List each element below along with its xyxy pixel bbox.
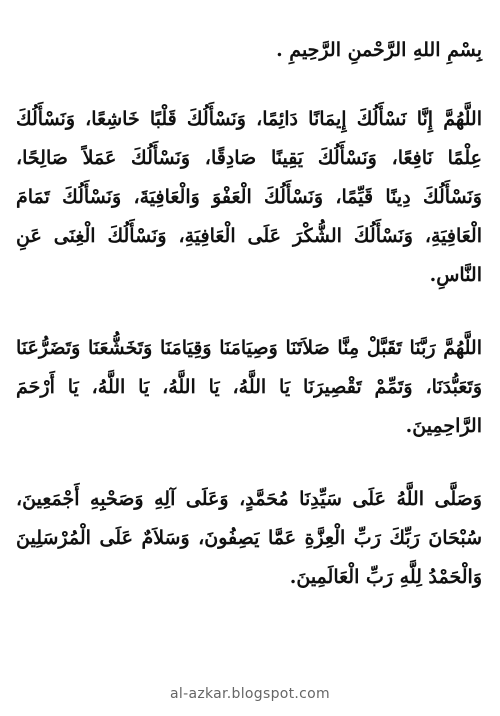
supplication-paragraph-1: اللَّهُمَّ إِنَّا نَسْأَلُكَ إِيمَانًا دَائِمًا، وَنَسْأَلُكَ قَلْبًا خَاشِعًا، وَنَسْأَلُكَ عِلْمًا نَافِعًا، وَنَسْأَلُكَ يَقِينًا صَادِقًا، وَنَسْأَلُكَ عَمَلاً صَالِحًا، وَنَسْأَلُكَ دِينًا قَيِّمًا، وَنَسْأَلُكَ الْعَفْوَ وَالْعَافِيَةَ، وَنَسْأَلُكَ تَمَامَ الْعَافِيَةِ، وَنَسْأَلُكَ الشُّكْرَ عَلَى الْعَافِيَةِ، وَنَسْأَلُكَ الْغِنَى عَنِ النَّاسِ. — [16, 108, 482, 286]
basmala-heading: بِسْمِ اللهِ الرَّحْمنِ الرَّحِيمِ . — [276, 39, 482, 61]
supplication-paragraph-2: اللَّهُمَّ رَبَّنَا تَقَبَّلْ مِنَّا صَلاَتَنَا وَصِيَامَنَا وَقِيَامَنَا وَتَخَشُّعَنَا وَتَضَرُّعَنَا وَتَعَبُّدَنَا، وَتَمِّمْ تَقْصِيرَنَا يَا اللَّهُ، يَا اللَّهُ، يَا اللَّهُ، يَا أَرْحَمَ الرَّاحِمِينَ. — [16, 337, 482, 437]
source-watermark: al-azkar.blogspot.com — [170, 686, 330, 702]
closing-paragraph: وَصَلَّى اللَّهُ عَلَى سَيِّدِنَا مُحَمَّدٍ، وَعَلَى آلِهِ وَصَحْبِهِ أَجْمَعِينَ، سُبْحَانَ رَبِّكَ رَبِّ الْعِزَّةِ عَمَّا يَصِفُونَ، وَسَلاَمٌ عَلَى الْمُرْسَلِينَ وَالْحَمْدُ لِلَّهِ رَبِّ الْعَالَمِينَ. — [16, 488, 482, 588]
